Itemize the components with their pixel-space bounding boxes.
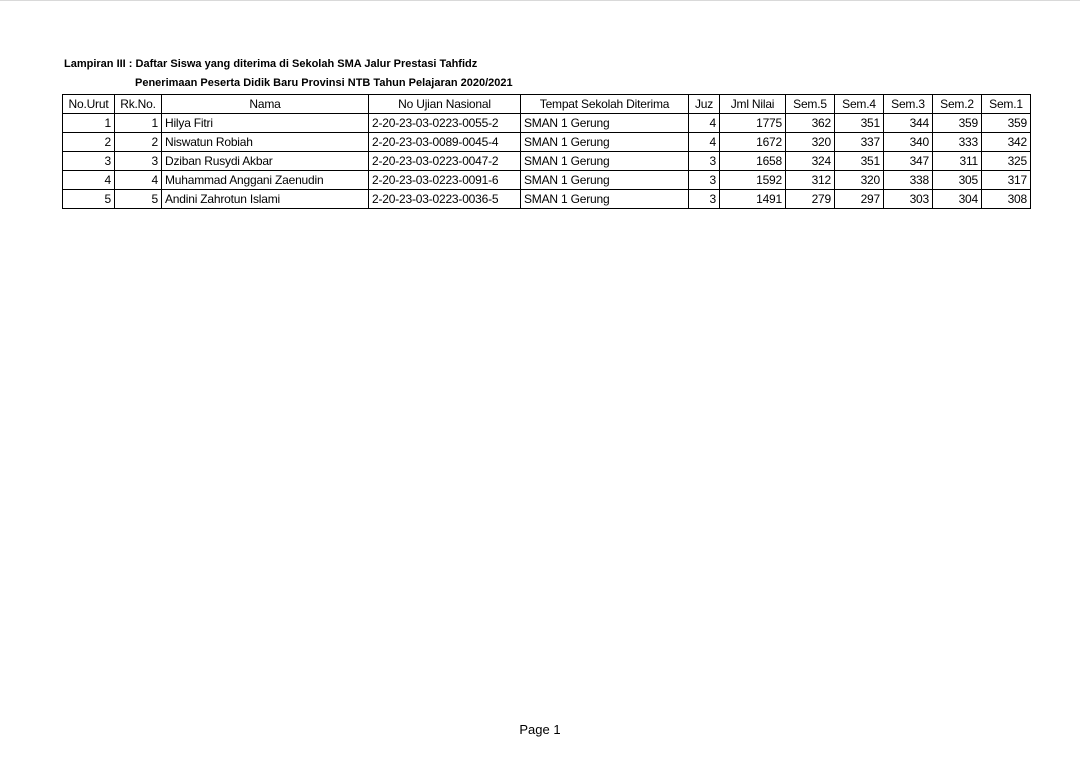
cell-tempat-sekolah: SMAN 1 Gerung <box>521 152 689 171</box>
cell-juz: 3 <box>689 171 720 190</box>
table-row <box>63 152 1031 171</box>
header-no-ujian: No Ujian Nasional <box>369 95 521 114</box>
cell-nama: Niswatun Robiah <box>162 133 369 152</box>
document-title: Lampiran III : Daftar Siswa yang diterima di Sekolah SMA Jalur Prestasi Tahfidz <box>64 58 478 70</box>
cell-jml-nilai: 1672 <box>720 133 786 152</box>
cell-sem1: 308 <box>982 190 1031 209</box>
cell-juz: 4 <box>689 114 720 133</box>
cell-tempat-sekolah: SMAN 1 Gerung <box>521 133 689 152</box>
cell-sem1: 325 <box>982 152 1031 171</box>
cell-nama: Andini Zahrotun Islami <box>162 190 369 209</box>
cell-sem5: 324 <box>786 152 835 171</box>
cell-sem2: 359 <box>933 114 982 133</box>
header-sem3: Sem.3 <box>884 95 933 114</box>
cell-no-urut: 1 <box>63 114 115 133</box>
cell-no-urut: 5 <box>63 190 115 209</box>
cell-sem1: 342 <box>982 133 1031 152</box>
cell-rk-no: 2 <box>115 133 162 152</box>
cell-sem5: 279 <box>786 190 835 209</box>
cell-sem4: 320 <box>835 171 884 190</box>
cell-jml-nilai: 1658 <box>720 152 786 171</box>
cell-sem1: 317 <box>982 171 1031 190</box>
cell-no-ujian: 2-20-23-03-0223-0036-5 <box>369 190 521 209</box>
cell-tempat-sekolah: SMAN 1 Gerung <box>521 190 689 209</box>
cell-sem3: 303 <box>884 190 933 209</box>
table-row <box>63 114 1031 133</box>
cell-sem2: 333 <box>933 133 982 152</box>
header-sem4: Sem.4 <box>835 95 884 114</box>
cell-no-urut: 3 <box>63 152 115 171</box>
cell-no-ujian: 2-20-23-03-0223-0055-2 <box>369 114 521 133</box>
header-jml-nilai: Jml Nilai <box>720 95 786 114</box>
cell-nama: Muhammad Anggani Zaenudin <box>162 171 369 190</box>
cell-sem3: 344 <box>884 114 933 133</box>
top-border <box>0 0 1080 1</box>
header-no-urut: No.Urut <box>63 95 115 114</box>
cell-nama: Dziban Rusydi Akbar <box>162 152 369 171</box>
table-row <box>63 171 1031 190</box>
cell-no-ujian: 2-20-23-03-0223-0091-6 <box>369 171 521 190</box>
header-tempat-sekolah: Tempat Sekolah Diterima <box>521 95 689 114</box>
cell-juz: 4 <box>689 133 720 152</box>
cell-tempat-sekolah: SMAN 1 Gerung <box>521 171 689 190</box>
cell-nama: Hilya Fitri <box>162 114 369 133</box>
cell-rk-no: 5 <box>115 190 162 209</box>
student-table <box>62 94 1031 209</box>
cell-sem4: 337 <box>835 133 884 152</box>
cell-sem2: 304 <box>933 190 982 209</box>
table-header-row <box>63 95 1031 114</box>
cell-sem4: 351 <box>835 114 884 133</box>
cell-rk-no: 4 <box>115 171 162 190</box>
cell-sem2: 311 <box>933 152 982 171</box>
cell-sem2: 305 <box>933 171 982 190</box>
cell-rk-no: 3 <box>115 152 162 171</box>
cell-sem4: 351 <box>835 152 884 171</box>
header-rk-no: Rk.No. <box>115 95 162 114</box>
cell-sem3: 340 <box>884 133 933 152</box>
header-nama: Nama <box>162 95 369 114</box>
cell-juz: 3 <box>689 152 720 171</box>
document-subtitle: Penerimaan Peserta Didik Baru Provinsi NTB Tahun Pelajaran 2020/2021 <box>135 77 513 89</box>
cell-sem4: 297 <box>835 190 884 209</box>
cell-no-ujian: 2-20-23-03-0223-0047-2 <box>369 152 521 171</box>
cell-sem3: 347 <box>884 152 933 171</box>
cell-sem5: 320 <box>786 133 835 152</box>
cell-sem5: 362 <box>786 114 835 133</box>
cell-no-ujian: 2-20-23-03-0089-0045-4 <box>369 133 521 152</box>
header-sem1: Sem.1 <box>982 95 1031 114</box>
cell-no-urut: 4 <box>63 171 115 190</box>
header-juz: Juz <box>689 95 720 114</box>
cell-jml-nilai: 1491 <box>720 190 786 209</box>
table-row <box>63 190 1031 209</box>
cell-jml-nilai: 1775 <box>720 114 786 133</box>
cell-sem1: 359 <box>982 114 1031 133</box>
cell-jml-nilai: 1592 <box>720 171 786 190</box>
cell-sem3: 338 <box>884 171 933 190</box>
cell-tempat-sekolah: SMAN 1 Gerung <box>521 114 689 133</box>
page-number: Page 1 <box>519 722 561 737</box>
header-sem5: Sem.5 <box>786 95 835 114</box>
cell-no-urut: 2 <box>63 133 115 152</box>
header-sem2: Sem.2 <box>933 95 982 114</box>
cell-sem5: 312 <box>786 171 835 190</box>
table-row <box>63 133 1031 152</box>
cell-juz: 3 <box>689 190 720 209</box>
cell-rk-no: 1 <box>115 114 162 133</box>
